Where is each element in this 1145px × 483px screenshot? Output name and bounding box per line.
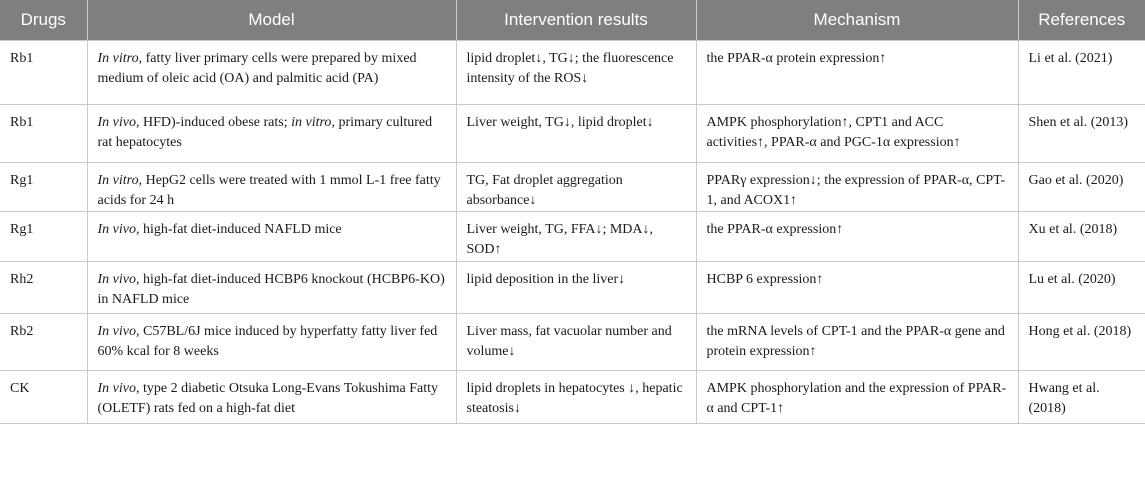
model-text: In vivo [97,272,136,287]
drug-cell: Rb1 [0,105,87,163]
results-cell: lipid droplet↓, TG↓; the fluorescence intensity of the ROS↓ [456,41,696,105]
mechanism-cell: the mRNA levels of CPT-1 and the PPAR-α gene and protein expression↑ [696,314,1018,371]
model-cell [87,371,456,424]
results-cell: lipid deposition in the liver↓ [456,262,696,314]
table-row [0,105,1145,163]
model-text: , HepG2 cells were treated with 1 mmol L-1 free fatty acids for 24 h [97,173,441,208]
drug-cell: Rh2 [0,262,87,314]
table-row [0,212,1145,262]
model-cell [87,41,456,105]
table-row [0,371,1145,424]
model-text: , fatty liver primary cells were prepared by mixed medium of oleic acid (OA) and palmitic acid (PA) [97,51,417,86]
model-text: In vivo [97,324,136,339]
mechanism-cell: HCBP 6 expression↑ [696,262,1018,314]
model-cell [87,212,456,262]
reference-cell: Hwang et al. (2018) [1018,371,1145,424]
reference-cell: Li et al. (2021) [1018,41,1145,105]
results-cell: lipid droplets in hepatocytes ↓, hepatic steatosis↓ [456,371,696,424]
header-mechanism: Mechanism [696,0,1018,41]
model-text: , high-fat diet-induced HCBP6 knockout (HCBP6-KO) in NAFLD mice [97,272,445,307]
mechanism-cell: AMPK phosphorylation and the expression of PPAR-α and CPT-1↑ [696,371,1018,424]
table-row [0,163,1145,212]
model-text: , primary cultured rat hepatocytes [97,115,433,150]
drug-cell: Rb2 [0,314,87,371]
model-cell [87,105,456,163]
reference-cell: Hong et al. (2018) [1018,314,1145,371]
mechanism-cell: PPARγ expression↓; the expression of PPAR-α, CPT-1, and ACOX1↑ [696,163,1018,212]
model-text: In vivo [97,222,136,237]
reference-cell: Lu et al. (2020) [1018,262,1145,314]
model-text: In vivo [97,381,136,396]
reference-cell: Xu et al. (2018) [1018,212,1145,262]
reference-cell: Shen et al. (2013) [1018,105,1145,163]
header-drugs: Drugs [0,0,87,41]
model-text: , high-fat diet-induced NAFLD mice [135,222,342,237]
results-cell: Liver weight, TG, FFA↓; MDA↓, SOD↑ [456,212,696,262]
results-cell: Liver mass, fat vacuolar number and volume↓ [456,314,696,371]
results-cell: TG, Fat droplet aggregation absorbance↓ [456,163,696,212]
table-row [0,41,1145,105]
model-text: In vitro [97,173,139,188]
reference-cell: Gao et al. (2020) [1018,163,1145,212]
header-references: References [1018,0,1145,41]
header-row [0,0,1145,41]
drug-cell: Rg1 [0,163,87,212]
model-cell [87,314,456,371]
results-cell: Liver weight, TG↓, lipid droplet↓ [456,105,696,163]
model-text: , C57BL/6J mice induced by hyperfatty fatty liver fed 60% kcal for 8 weeks [97,324,438,359]
mechanism-cell: AMPK phosphorylation↑, CPT1 and ACC activities↑, PPAR-α and PGC-1α expression↑ [696,105,1018,163]
drug-cell: Rg1 [0,212,87,262]
model-text: In vitro [97,51,139,66]
model-text: In vivo [97,115,136,130]
table-row [0,262,1145,314]
model-text: , type 2 diabetic Otsuka Long-Evans Tokushima Fatty (OLETF) rats fed on a high-fat diet [97,381,439,416]
model-cell [87,262,456,314]
header-model: Model [87,0,456,41]
table-row [0,314,1145,371]
drug-cell: CK [0,371,87,424]
model-text: in vitro [291,115,332,130]
mechanism-cell: the PPAR-α protein expression↑ [696,41,1018,105]
model-text: , HFD)-induced obese rats; [135,115,292,130]
mechanism-cell: the PPAR-α expression↑ [696,212,1018,262]
drug-cell: Rb1 [0,41,87,105]
header-intervention-results: Intervention results [456,0,696,41]
model-cell [87,163,456,212]
